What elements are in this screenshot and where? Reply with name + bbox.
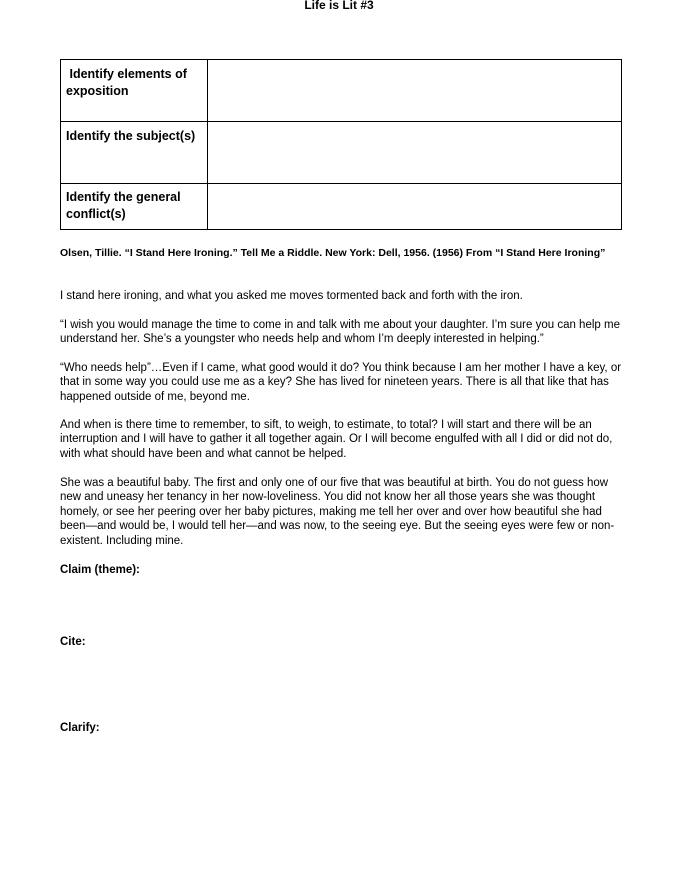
page-title: Life is Lit #3 bbox=[304, 0, 374, 12]
passage-paragraph: I stand here ironing, and what you asked me moves tormented back and forth with the iron. bbox=[60, 290, 523, 302]
claim-label: Claim (theme): bbox=[60, 564, 140, 576]
subject-label: Identify the subject(s) bbox=[61, 122, 208, 184]
table-row bbox=[61, 122, 622, 184]
source-citation: Olsen, Tillie. “I Stand Here Ironing.” Tell Me a Riddle. New York: Dell, 1956. (1956) From “I Stand Here Ironing” bbox=[60, 247, 606, 259]
conflict-answer-cell[interactable] bbox=[208, 184, 622, 230]
cite-label: Cite: bbox=[60, 636, 86, 648]
table-row bbox=[61, 60, 622, 122]
exposition-answer-cell[interactable] bbox=[208, 60, 622, 122]
clarify-label: Clarify: bbox=[60, 722, 100, 734]
subject-answer-cell[interactable] bbox=[208, 122, 622, 184]
table-row bbox=[61, 184, 622, 230]
passage-paragraph: She was a beautiful baby. The first and only one of our five that was beautiful at birth. You do not guess how new and uneasy her tenancy in her now-loveliness. You did not know her all those years she was thought homely, or see her peering over her baby pictures, making me tell her over and over how beautiful she had been—and would be, I would tell her—and was now, to the seeing eye. But the seeing eyes were few or non-existent. Including mine. bbox=[60, 477, 615, 547]
passage-paragraph: “I wish you would manage the time to come in and talk with me about your daughter. I’m sure you can help me understand her. She’s a youngster who needs help and whom I’m deeply interested in helping.” bbox=[60, 319, 620, 346]
analysis-table bbox=[60, 59, 622, 230]
passage-paragraph: And when is there time to remember, to sift, to weigh, to estimate, to total? I will start and there will be an interruption and I will have to gather it all together again. Or I will become engulfed with all I did or did not do, with what should have been and what cannot be helped. bbox=[60, 419, 613, 460]
conflict-label: Identify the general conflict(s) bbox=[61, 184, 208, 230]
passage-paragraph: “Who needs help”…Even if I came, what good would it do? You think because I am her mother I have a key, or that in some way you could use me as a key? She has lived for nineteen years. There is all that like that has happened outside of me, beyond me. bbox=[60, 362, 622, 403]
exposition-label: Identify elements of exposition bbox=[61, 60, 208, 122]
